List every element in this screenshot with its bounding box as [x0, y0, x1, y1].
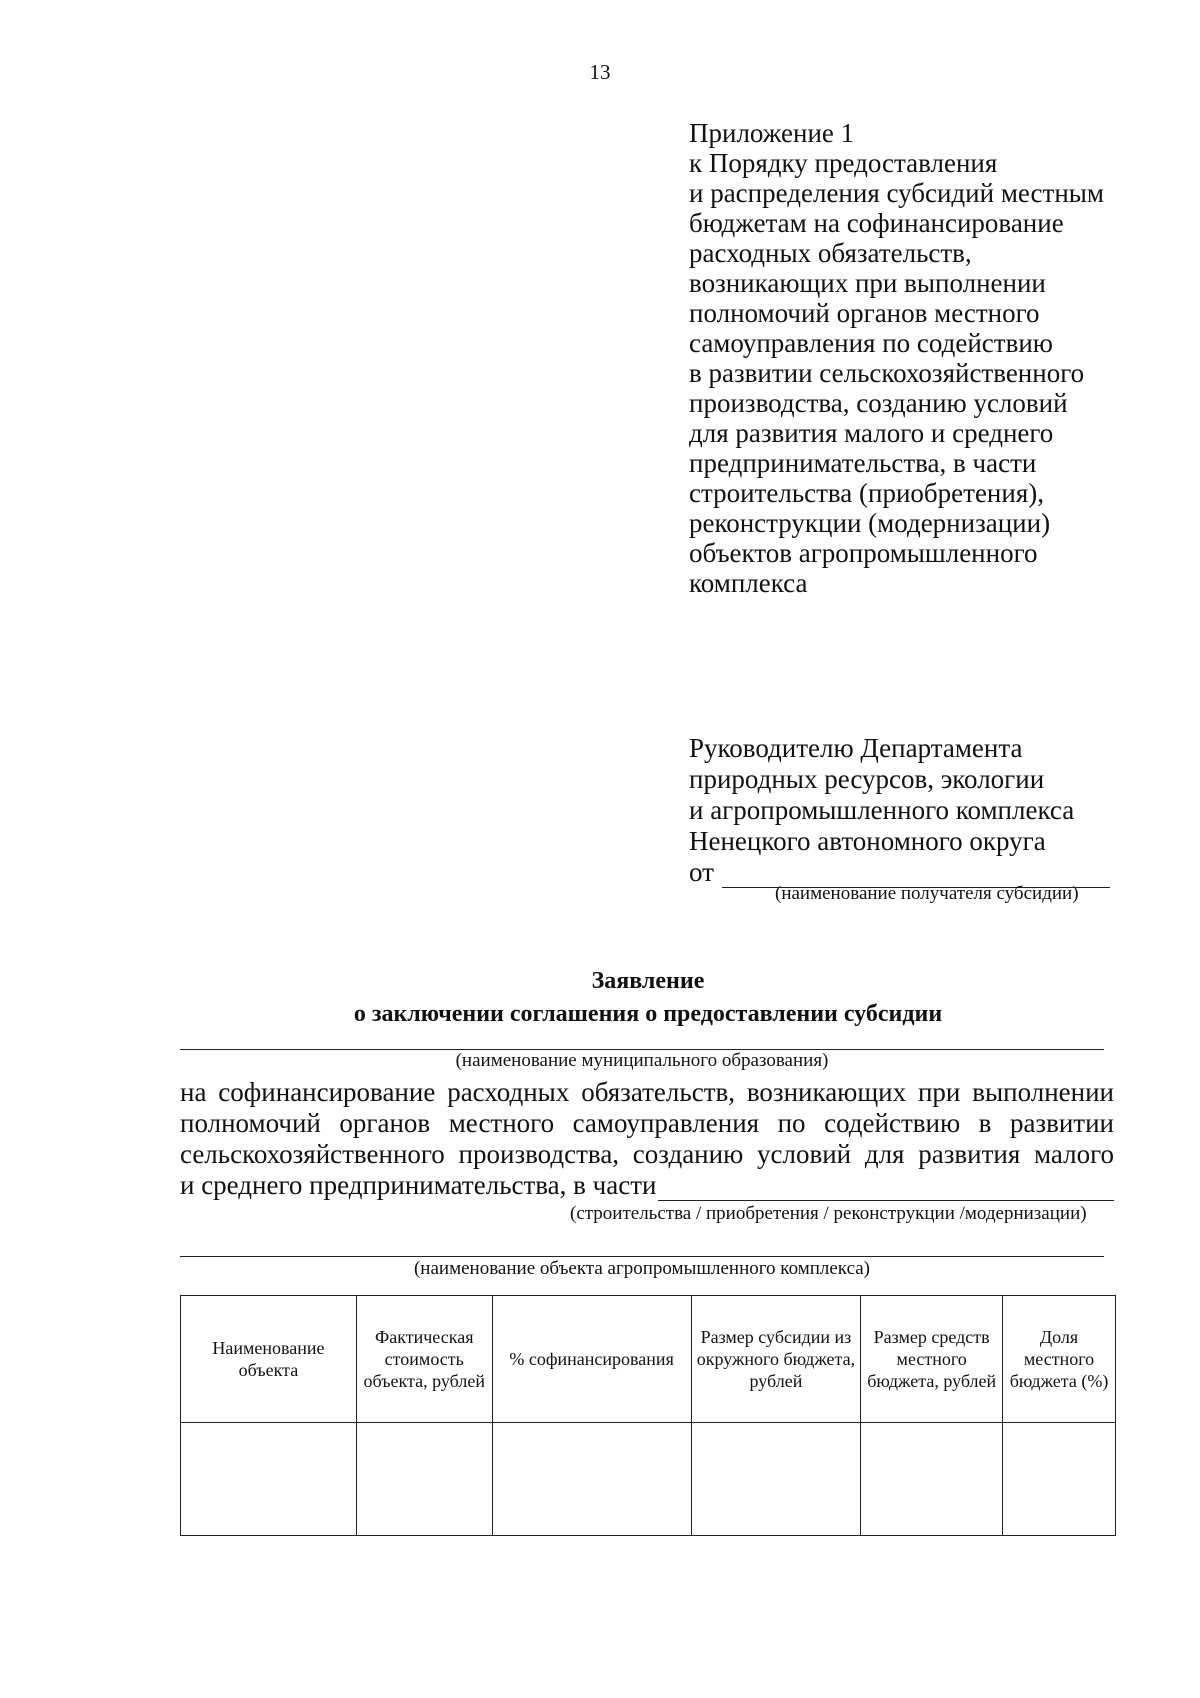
appendix-line: строительства (приобретения),	[689, 478, 1044, 508]
addressee-line: природных ресурсов, экологии	[689, 764, 1045, 794]
addressee-line: Руководителю Департамента	[689, 733, 1023, 763]
table-cell[interactable]	[691, 1423, 861, 1536]
appendix-line: и распределения субсидий местным	[689, 178, 1105, 208]
appendix-line: в развитии сельскохозяйственного	[689, 358, 1085, 388]
table-cell[interactable]	[861, 1423, 1003, 1536]
application-body-text: на софинансирование расходных обязательств, возникающих при выполнении полномочий органов местного самоуправления по содействию в развитии сельскохозяйственного производства, созданию условий для развития малого	[180, 1077, 1114, 1169]
appendix-line: Приложение 1	[689, 118, 855, 148]
table-cell[interactable]	[356, 1423, 492, 1536]
table-cell[interactable]	[492, 1423, 691, 1536]
construction-type-field[interactable]	[658, 1176, 1114, 1201]
subsidy-table	[180, 1295, 1116, 1536]
column-header-cofinancing-percent: % софинансирования	[492, 1296, 691, 1423]
page-number: 13	[589, 60, 611, 84]
table-header-row	[181, 1296, 1116, 1423]
table-cell[interactable]	[1003, 1423, 1116, 1536]
municipality-hint: (наименование муниципального образования)	[455, 1050, 829, 1071]
application-body-last-line	[180, 1170, 1114, 1201]
column-header-local-budget-amount: Размер средств местного бюджета, рублей	[861, 1296, 1003, 1423]
object-name-field[interactable]	[180, 1256, 1104, 1257]
appendix-line: производства, созданию условий	[689, 388, 1068, 418]
addressee-line: и агропромышленного комплекса	[689, 795, 1075, 825]
appendix-line: для развития малого и среднего	[689, 418, 1054, 448]
appendix-line: предпринимательства, в части	[689, 448, 1037, 478]
appendix-line: реконструкции (модернизации)	[689, 508, 1051, 538]
from-label: от	[689, 857, 714, 887]
appendix-line: комплекса	[689, 568, 808, 598]
object-name-hint: (наименование объекта агропромышленного комплекса)	[413, 1258, 870, 1279]
appendix-line: бюджетам на софинансирование	[689, 208, 1064, 238]
appendix-line: полномочий органов местного	[689, 298, 1040, 328]
document-subtitle: о заключении соглашения о предоставлении субсидии	[353, 1001, 943, 1027]
appendix-line: объектов агропромышленного	[689, 538, 1038, 568]
appendix-line: возникающих при выполнении	[689, 268, 1046, 298]
body-last-text: и среднего предпринимательства, в части	[180, 1170, 657, 1200]
document-title: Заявление	[591, 968, 705, 994]
table-row	[181, 1423, 1116, 1536]
column-header-district-subsidy: Размер субсидии из окружного бюджета, рублей	[691, 1296, 861, 1423]
addressee-line: Ненецкого автономного округа	[689, 826, 1046, 856]
table-cell[interactable]	[181, 1423, 357, 1536]
column-header-local-budget-share: Доля местного бюджета (%)	[1003, 1296, 1116, 1423]
appendix-heading	[689, 118, 1189, 598]
addressee-block	[689, 733, 1189, 888]
construction-type-hint: (строительства / приобретения / реконструкции /модернизации)	[570, 1203, 1087, 1224]
appendix-line: к Порядку предоставления	[689, 148, 998, 178]
column-header-object-name: Наименование объекта	[181, 1296, 357, 1423]
appendix-line: самоуправления по содействию	[689, 328, 1053, 358]
recipient-hint: (наименование получателя субсидии)	[775, 883, 1079, 904]
appendix-line: расходных обязательств,	[689, 238, 972, 268]
column-header-actual-cost: Фактическая стоимость объекта, рублей	[356, 1296, 492, 1423]
